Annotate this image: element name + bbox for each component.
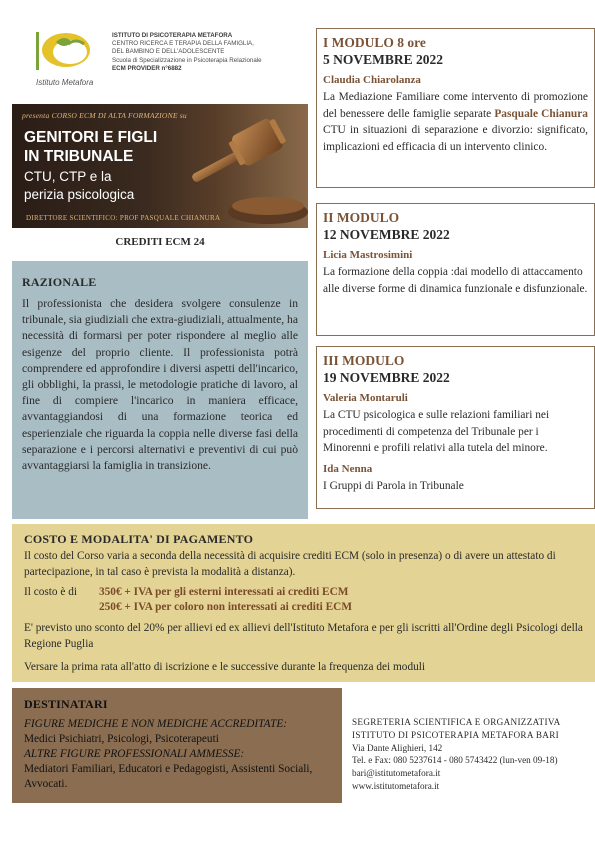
course-subtitle [24,168,134,204]
module-description: La formazione della coppia :dai modello di attaccamento alle diverse forme di dinamica funzionale e disfunzionale. [323,266,588,295]
razionale-title: RAZIONALE [22,275,97,289]
secretariat-institute: ISTITUTO DI PSICOTERAPIA METAFORA BARI [352,729,560,740]
course-title-line: IN TRIBUNALE [24,148,134,165]
gavel-icon [158,104,308,228]
course-banner [12,104,308,228]
module-1 [316,28,595,188]
audience-category: ALTRE FIGURE PROFESSIONALI AMMESSE: [24,748,245,760]
razionale-text: Il professionista che desidera svolgere consulenze in tribunale, sia giudiziali che extra-giudiziali, attualmente, ha necessità di formarsi per poter rispondere al meglio alle esigenze del proprio cliente. Il professionista potrà comprendere ed approfondire i diversi aspetti dell'incarico, gli obblighi, la prassi, le metodologie pratiche di lavoro, al fine di compiere l'incarico in maniera efficace, avvantaggiandosi di una formazione teorica ed esperienziale che riguarda la coppia nelle diverse fasi della separazione e i percorsi alternativi e preventivi di cui può avvantaggiarsi la famiglia in transizione. [22,297,298,473]
institute-line: DEL BAMBINO E DELL'ADOLESCENTE [112,48,225,56]
institute-info [112,32,262,73]
price-values [99,585,352,615]
institute-line: CENTRO RICERCA E TERAPIA DELLA FAMIGLIA, [112,40,254,48]
cost-section [12,524,595,682]
phone: Tel. e Fax: 080 5237614 - 080 5743422 (lun-ven 09-18) [352,755,558,766]
audience-section [12,688,342,803]
institute-line: Scuola di Specializzazione in Psicoterapia Relazionale [112,56,262,64]
module-description: La CTU psicologica e sulle relazioni familiari nei procedimenti di competenza del Tribunale per i Minorenni e profili relativi alla tutela del minore. [323,409,550,454]
course-subtitle-line: perizia psicologica [24,187,135,202]
ecm-credits: CREDITI ECM 24 [115,236,205,248]
audience-title: DESTINATARI [24,697,108,711]
module-date: 12 NOVEMBRE 2022 [323,227,450,242]
module-description: I Gruppi di Parola in Tribunale [323,479,464,492]
course-title-line: GENITORI E FIGLI [24,129,158,146]
module-speaker: Claudia Chiarolanza [323,74,421,86]
email-link[interactable]: bari@istitutometafora.it [352,768,441,779]
module-title: I MODULO 8 ore [323,35,426,50]
price-no-ecm: 250€ + IVA per coloro non interessati ai crediti ECM [99,601,352,613]
module-topic: CTU in situazioni di separazione e divorzio: significato, implicazioni ed efficacia di un intervento clinico. [323,124,588,153]
price-ecm: 350€ + IVA per gli esterni interessati ai crediti ECM [99,586,349,598]
course-title [24,128,157,166]
module-date: 19 NOVEMBRE 2022 [323,370,450,385]
scientific-director: DIRETTORE SCIENTIFICO: PROF PASQUALE CHIANURA [26,214,221,222]
audience-list: Medici Psichiatri, Psicologi, Psicoterapeuti [24,733,219,745]
website-link[interactable]: www.istitutometafora.it [352,780,440,791]
module-title: III MODULO [323,353,405,368]
price-list [24,585,583,615]
course-presenta: presenta CORSO ECM DI ALTA FORMAZIONE su [22,111,187,120]
cost-intro: Il costo del Corso varia a seconda della necessità di acquisire crediti ECM (solo in presenza) o di avere un attestato di partecipazione, in tal caso è prevista la modalità a distanza). [24,550,556,578]
module-speaker: Ida Nenna [323,462,373,475]
institute-header [26,28,296,98]
module-speaker: Licia Mastrosimini [323,249,413,261]
cost-title: COSTO E MODALITA' DI PAGAMENTO [24,532,254,546]
price-label: Il costo è di [24,586,78,598]
institute-name: ISTITUTO DI PSICOTERAPIA METAFORA [112,32,233,39]
module-2 [316,203,595,336]
module-3 [316,346,595,509]
discount-note: E' previsto uno sconto del 20% per allievi ed ex allievi dell'Istituto Metafora e per gli iscritti all'Ordine degli Psicologi della Regione Puglia [24,622,583,650]
course-subtitle-line: CTU, CTP e la [24,169,112,184]
module-topic: La Mediazione Familiare come intervento di promozione del benessere delle famiglie separate [323,91,588,120]
logo-wordmark: Istituto Metafora [36,78,94,87]
module-title: II MODULO [323,210,400,225]
audience-category: FIGURE MEDICHE E NON MEDICHE ACCREDITATE: [24,718,288,730]
secretariat-contacts [352,716,592,793]
address: Via Dante Alighieri, 142 [352,742,443,753]
installment-note: Versare la prima rata all'atto di iscrizione e le successive durante la frequenza dei moduli [24,661,426,673]
ecm-provider: ECM PROVIDER n°6882 [112,64,182,72]
module-speaker: Valeria Montaruli [323,392,408,404]
razionale-section [12,261,308,519]
secretariat-title: SEGRETERIA SCIENTIFICA E ORGANIZZATIVA [352,717,561,727]
module-description [323,89,588,155]
module-date: 5 NOVEMBRE 2022 [323,52,444,67]
metafora-logo-icon [34,30,98,80]
module-speaker-inline: Pasquale Chianura [494,107,588,120]
audience-list: Mediatori Familiari, Educatori e Pedagogisti, Assistenti Sociali, Avvocati. [24,763,313,790]
